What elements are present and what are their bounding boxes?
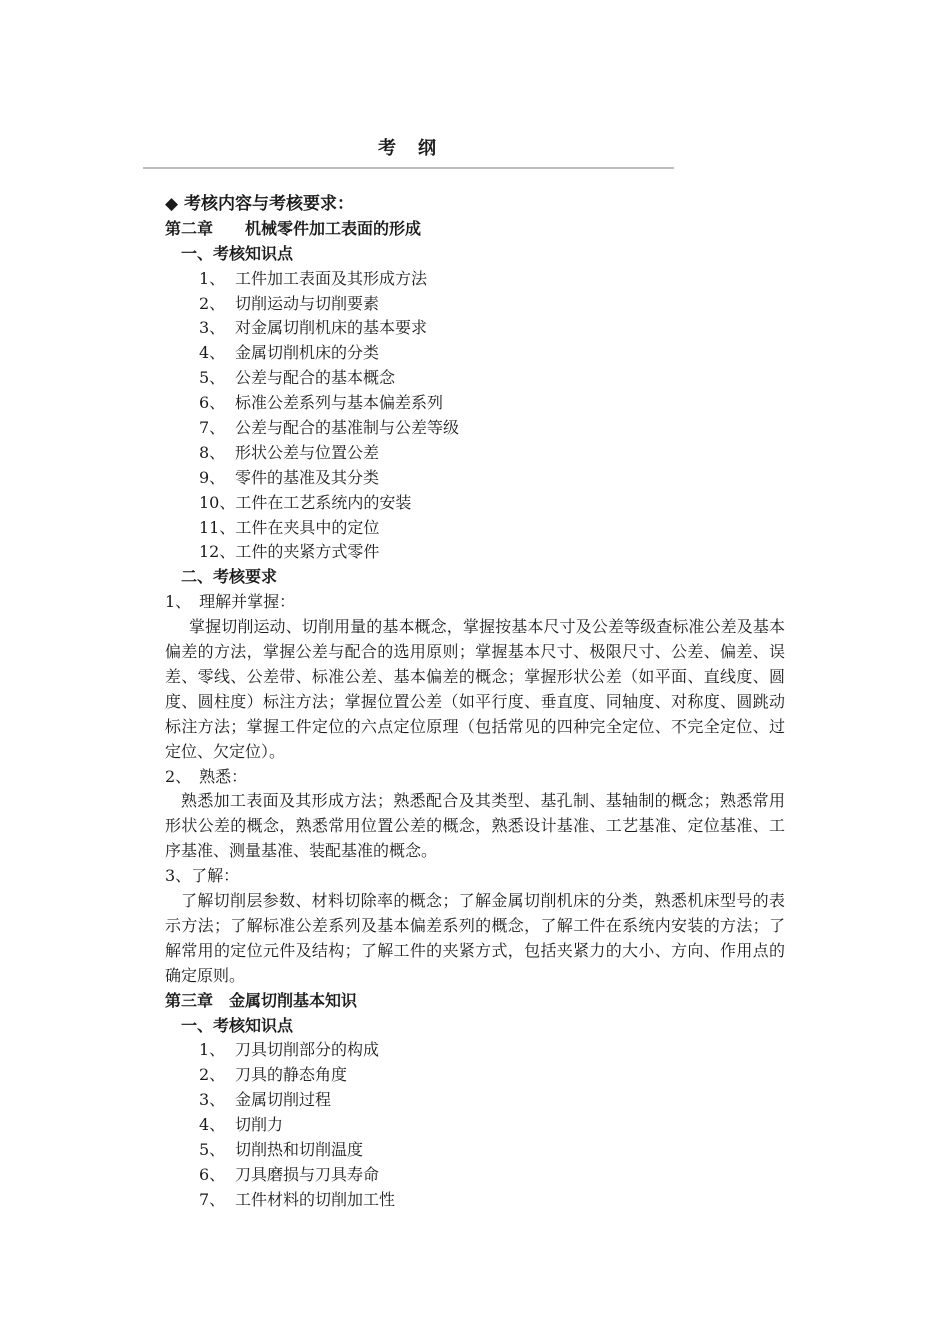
list-item: 10、工件在工艺系统内的安装 bbox=[199, 492, 412, 512]
list-item: 5、 公差与配合的基本概念 bbox=[199, 368, 396, 388]
list-item: 6、 刀具磨损与刀具寿命 bbox=[199, 1164, 380, 1184]
list-item: 2、 切削运动与切削要素 bbox=[199, 293, 380, 313]
ch2-knowledge-heading: 一、考核知识点 bbox=[181, 243, 294, 263]
list-item: 11、工件在夹具中的定位 bbox=[199, 517, 380, 537]
list-item: 7、 公差与配合的基准制与公差等级 bbox=[199, 418, 460, 438]
list-item: 6、 标准公差系列与基本偏差系列 bbox=[199, 393, 444, 413]
list-item: 3、 对金属切削机床的基本要求 bbox=[199, 318, 428, 338]
page-title: 考 纲 bbox=[378, 138, 438, 159]
list-item: 12、工件的夹紧方式零件 bbox=[199, 542, 380, 562]
list-item: 1、 工件加工表面及其形成方法 bbox=[199, 268, 428, 288]
list-item: 5、 切削热和切削温度 bbox=[199, 1140, 364, 1160]
ch2-requirements-heading: 二、考核要求 bbox=[181, 567, 278, 587]
chapter-2-heading: 第二章 机械零件加工表面的形成 bbox=[165, 218, 422, 238]
list-item: 2、 刀具的静态角度 bbox=[199, 1065, 348, 1085]
list-item: 4、 金属切削机床的分类 bbox=[199, 343, 380, 363]
ch2-knowledge-list bbox=[165, 267, 785, 566]
list-item: 9、 零件的基准及其分类 bbox=[199, 467, 380, 487]
title-underline bbox=[143, 167, 674, 169]
req1-paragraph: 掌握切削运动、切削用量的基本概念，掌握按基本尺寸及公差等级查标准公差及基本偏差的方法，掌握公差与配合的选用原则；掌握基本尺寸、极限尺寸、公差、偏差、误差、零线、公差带、标准公差、基本偏差的概念；掌握形状公差（如平面、直线度、圆度、圆柱度）标注方法；掌握位置公差（如平行度、垂直度、同轴度、对称度、圆跳动标注方法；掌握工件定位的六点定位原理（包括常见的四种完全定位、不完全定位、过定位、欠定位）。 bbox=[165, 617, 785, 761]
list-item: 1、 刀具切削部分的构成 bbox=[199, 1040, 380, 1060]
list-item: 4、 切削力 bbox=[199, 1115, 284, 1135]
req2-paragraph: 熟悉加工表面及其形成方法；熟悉配合及其类型、基孔制、基轴制的概念；熟悉常用形状公差的概念，熟悉常用位置公差的概念，熟悉设计基准、工艺基准、定位基准、工序基准、测量基准、装配基准的概念。 bbox=[165, 791, 785, 861]
list-item: 3、 金属切削过程 bbox=[199, 1090, 332, 1110]
section-heading: ◆ 考核内容与考核要求： bbox=[165, 194, 354, 214]
req3-label: 3、了解： bbox=[165, 866, 240, 886]
req2-label: 2、 熟悉： bbox=[165, 766, 248, 786]
req1-label: 1、 理解并掌握： bbox=[165, 592, 296, 612]
list-item: 8、 形状公差与位置公差 bbox=[199, 442, 380, 462]
document-body bbox=[165, 192, 785, 1213]
req3-paragraph: 了解切削层参数、材料切除率的概念；了解金属切削机床的分类，熟悉机床型号的表示方法；了解标准公差系列及基本偏差系列的概念，了解工件在系统内安装的方法；了解常用的定位元件及结构；了解工件的夹紧方式，包括夹紧力的大小、方向、作用点的确定原则。 bbox=[165, 891, 785, 985]
ch3-knowledge-list bbox=[165, 1038, 785, 1212]
ch3-knowledge-heading: 一、考核知识点 bbox=[181, 1015, 294, 1035]
chapter-3-heading: 第三章 金属切削基本知识 bbox=[165, 990, 358, 1010]
list-item: 7、 工件材料的切削加工性 bbox=[199, 1189, 396, 1209]
